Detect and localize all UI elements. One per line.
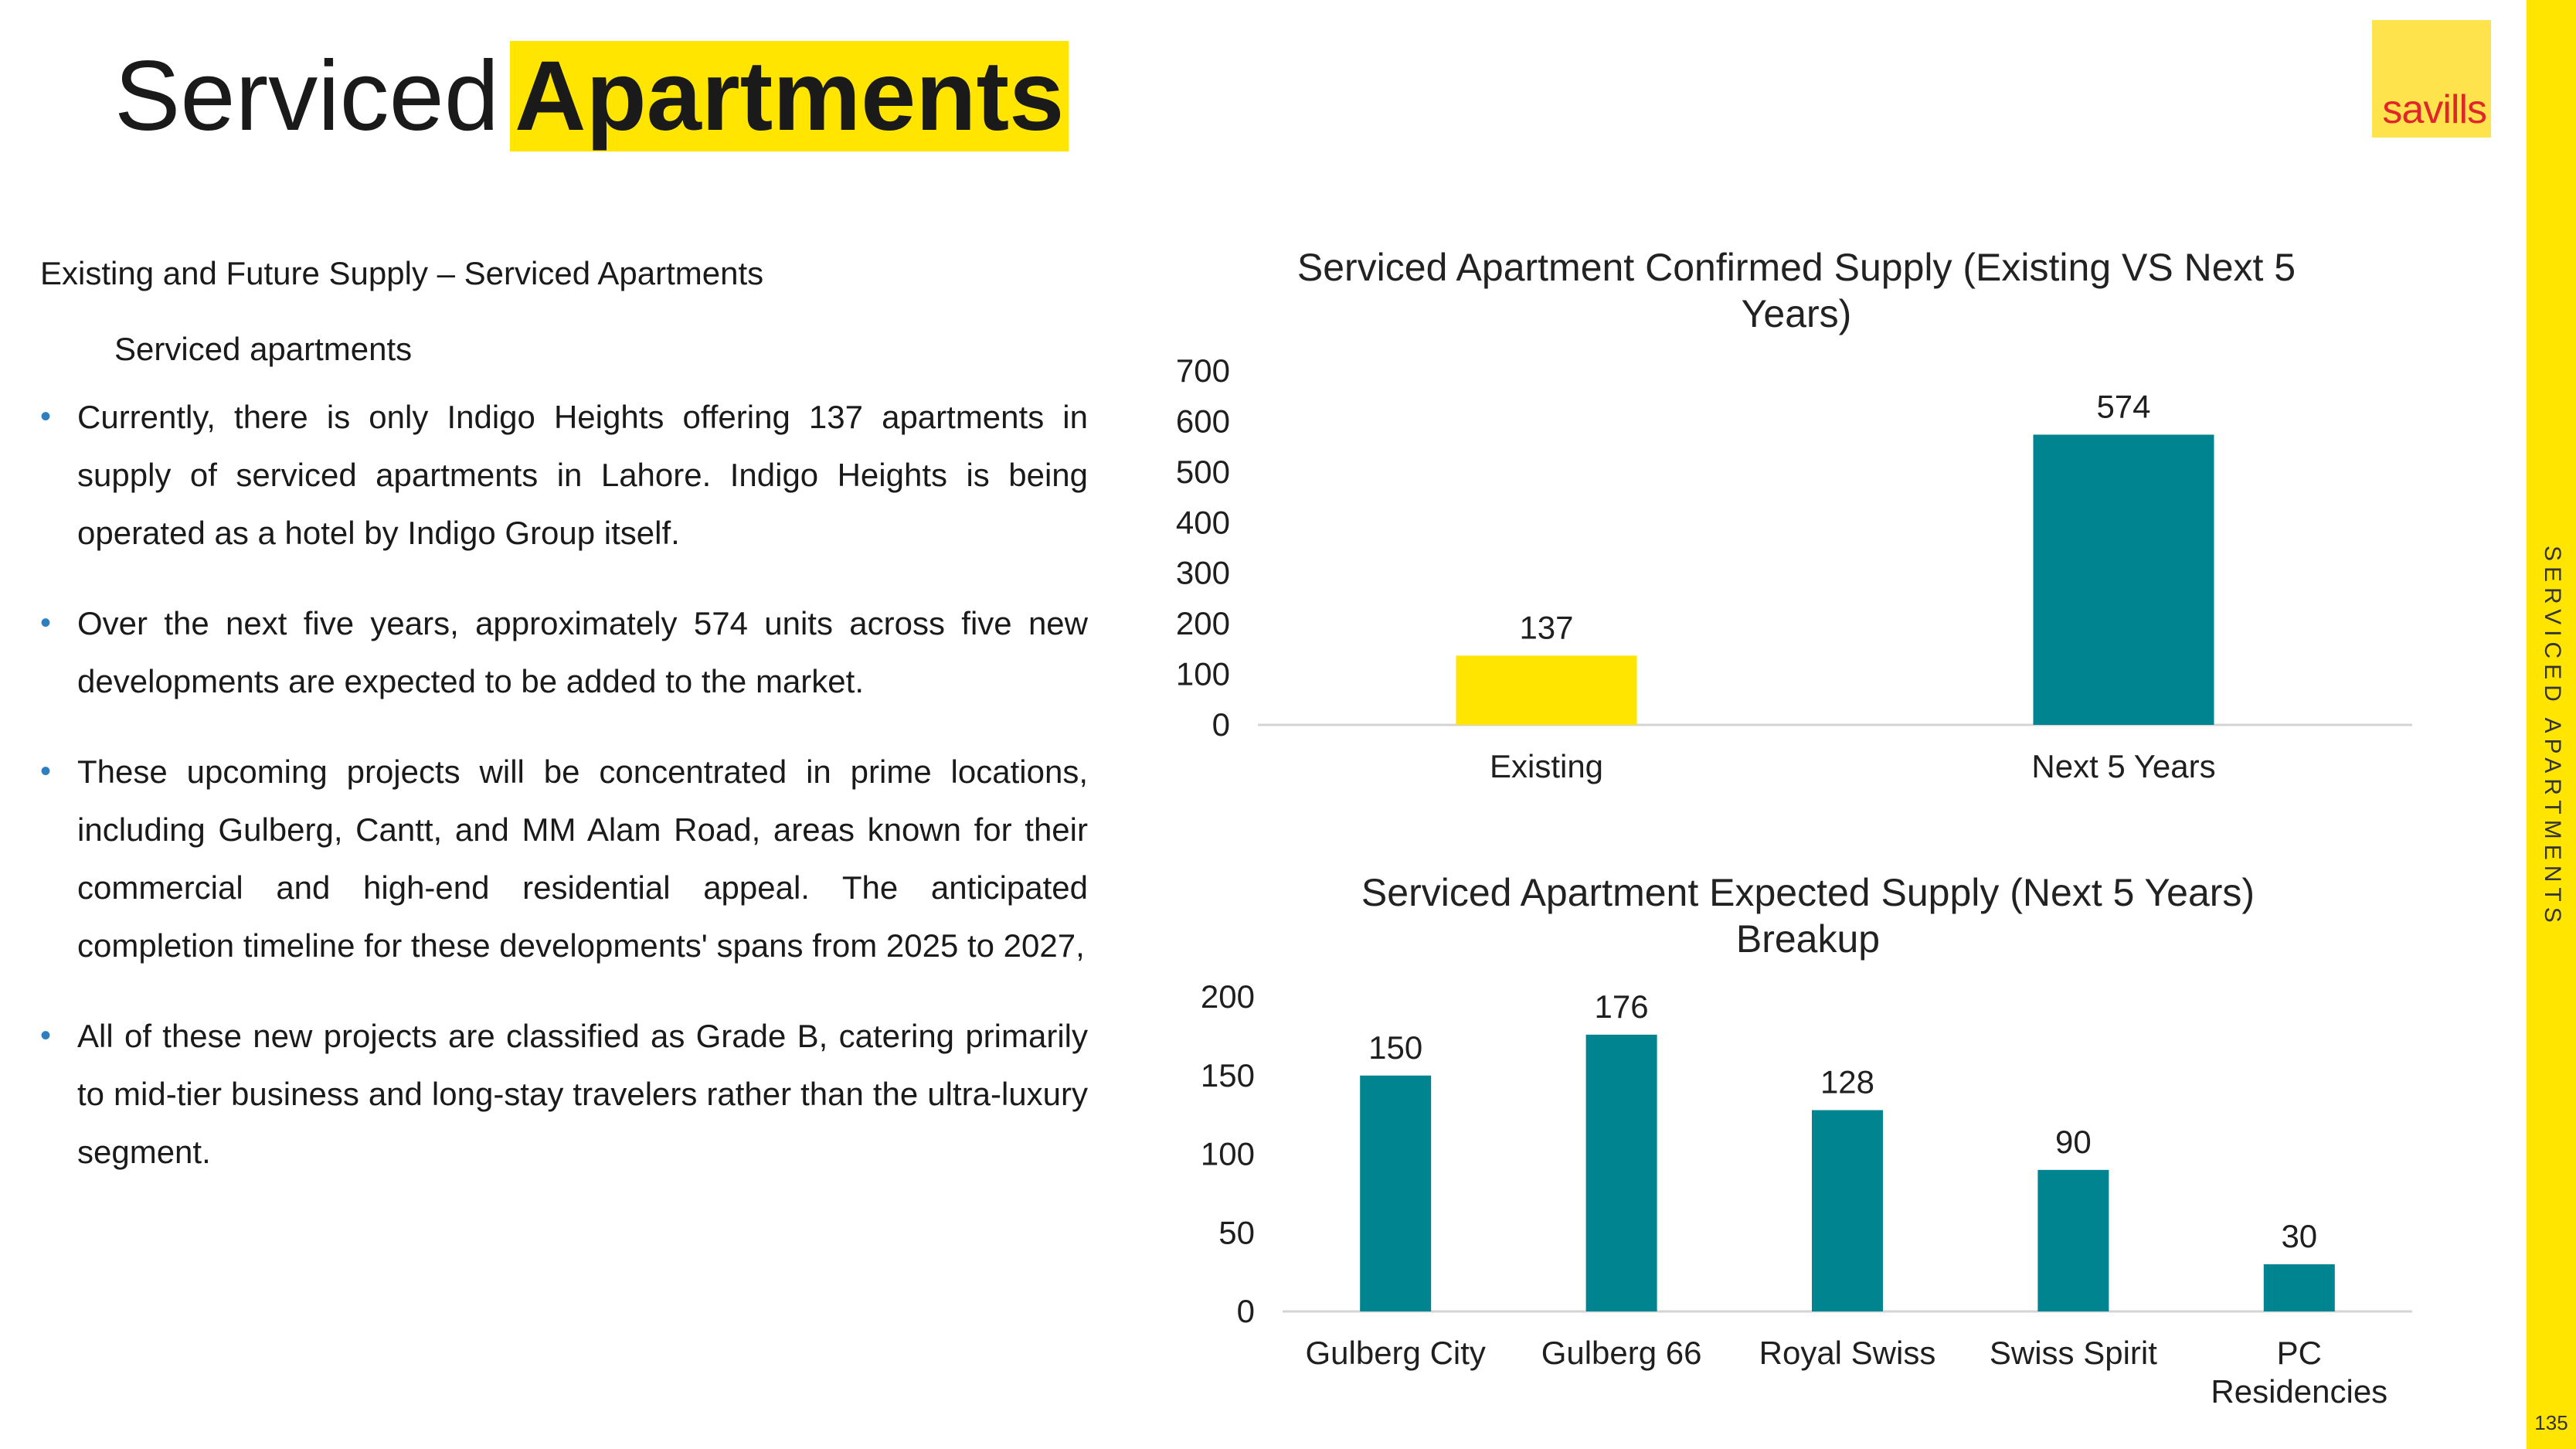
chart1-y-tick-label: 300 — [1175, 554, 1230, 591]
chart2-data-label: 90 — [2055, 1123, 2092, 1160]
chart2-y-tick-label: 200 — [1200, 978, 1255, 1015]
chart1-y-tick-label: 0 — [1212, 706, 1230, 743]
bullet-dot-icon: • — [40, 606, 52, 640]
chart2-y-tick-label: 0 — [1236, 1293, 1255, 1329]
bullet-dot-icon: • — [40, 400, 52, 434]
chart1-bar — [1456, 655, 1637, 725]
chart2-y-tick-label: 100 — [1200, 1135, 1255, 1172]
chart2-data-label: 30 — [2281, 1217, 2318, 1254]
chart2-data-label: 176 — [1594, 988, 1649, 1025]
chart1-y-tick-label: 400 — [1175, 504, 1230, 541]
logo-text: savills — [2382, 87, 2486, 132]
chart1-title: Serviced Apartment Confirmed Supply (Existing VS Next 5 Years) — [1296, 246, 2296, 335]
chart2-x-tick-label: Gulberg City — [1305, 1335, 1486, 1371]
title-highlight: Apartments — [510, 41, 1069, 151]
chart1-x-tick-label: Existing — [1489, 748, 1604, 784]
bullet-dot-icon: • — [40, 1019, 52, 1053]
chart2-bar — [2037, 1170, 2109, 1311]
title-plain: Serviced — [114, 41, 499, 151]
chart2-y-tick-label: 150 — [1200, 1056, 1255, 1094]
chart2-data-label: 150 — [1368, 1029, 1423, 1066]
chart2-bar — [2264, 1264, 2335, 1311]
chart1-y-tick-label: 500 — [1175, 453, 1230, 490]
bullet-text: All of these new projects are classified as Grade B, catering primarily to mid-tier business and long-stay travelers rather than the ultra-luxury segment. — [77, 1018, 1088, 1170]
bullet-text: Over the next five years, approximately 574 units across five new developments are expected to be added to the market. — [77, 605, 1088, 699]
chart1-y-tick-label: 600 — [1175, 403, 1230, 440]
side-section-label: SERVICED APARTMENTS — [2540, 546, 2565, 928]
bullet-text: These upcoming projects will be concentrated in prime locations, including Gulberg, Cantt, and MM Alam Road, areas known for their commercial and high-end residential appeal. The anticipated completion timeline for these developments' spans from 2025 to 2027, — [77, 753, 1088, 964]
chart1-y-tick-label: 100 — [1175, 655, 1230, 692]
chart2-bar — [1586, 1035, 1657, 1311]
chart1-data-label: 574 — [2096, 388, 2151, 425]
chart1-data-label: 137 — [1519, 609, 1574, 646]
chart2-y-tick-label: 50 — [1218, 1214, 1255, 1251]
chart2-x-tick-label: Gulberg 66 — [1541, 1335, 1702, 1371]
chart1-bar — [2034, 434, 2214, 725]
chart1-y-tick-label: 200 — [1175, 605, 1230, 642]
bullet-text: Currently, there is only Indigo Heights offering 137 apartments in supply of serviced apartments in Lahore. Indigo Heights is being operated as a hotel by Indigo Group itself. — [77, 399, 1088, 551]
chart2-x-tick-label: Royal Swiss — [1759, 1335, 1936, 1371]
page-number: 135 — [2534, 1411, 2568, 1434]
bullet-dot-icon: • — [40, 754, 52, 788]
chart2-bar — [1360, 1076, 1431, 1311]
section-heading: Existing and Future Supply – Serviced Apartments — [40, 255, 764, 291]
chart2-title: Serviced Apartment Expected Supply (Next 5 Years) Breakup — [1361, 871, 2255, 961]
chart1-x-tick-label: Next 5 Years — [2031, 748, 2216, 784]
chart2-data-label: 128 — [1820, 1063, 1875, 1100]
chart1-y-tick-label: 700 — [1175, 352, 1230, 389]
chart2-x-tick-label: PC Residencies — [2211, 1335, 2388, 1410]
chart2-bar — [1812, 1111, 1883, 1311]
sub-heading: Serviced apartments — [114, 331, 413, 367]
chart2-x-tick-label: Swiss Spirit — [1989, 1335, 2157, 1371]
